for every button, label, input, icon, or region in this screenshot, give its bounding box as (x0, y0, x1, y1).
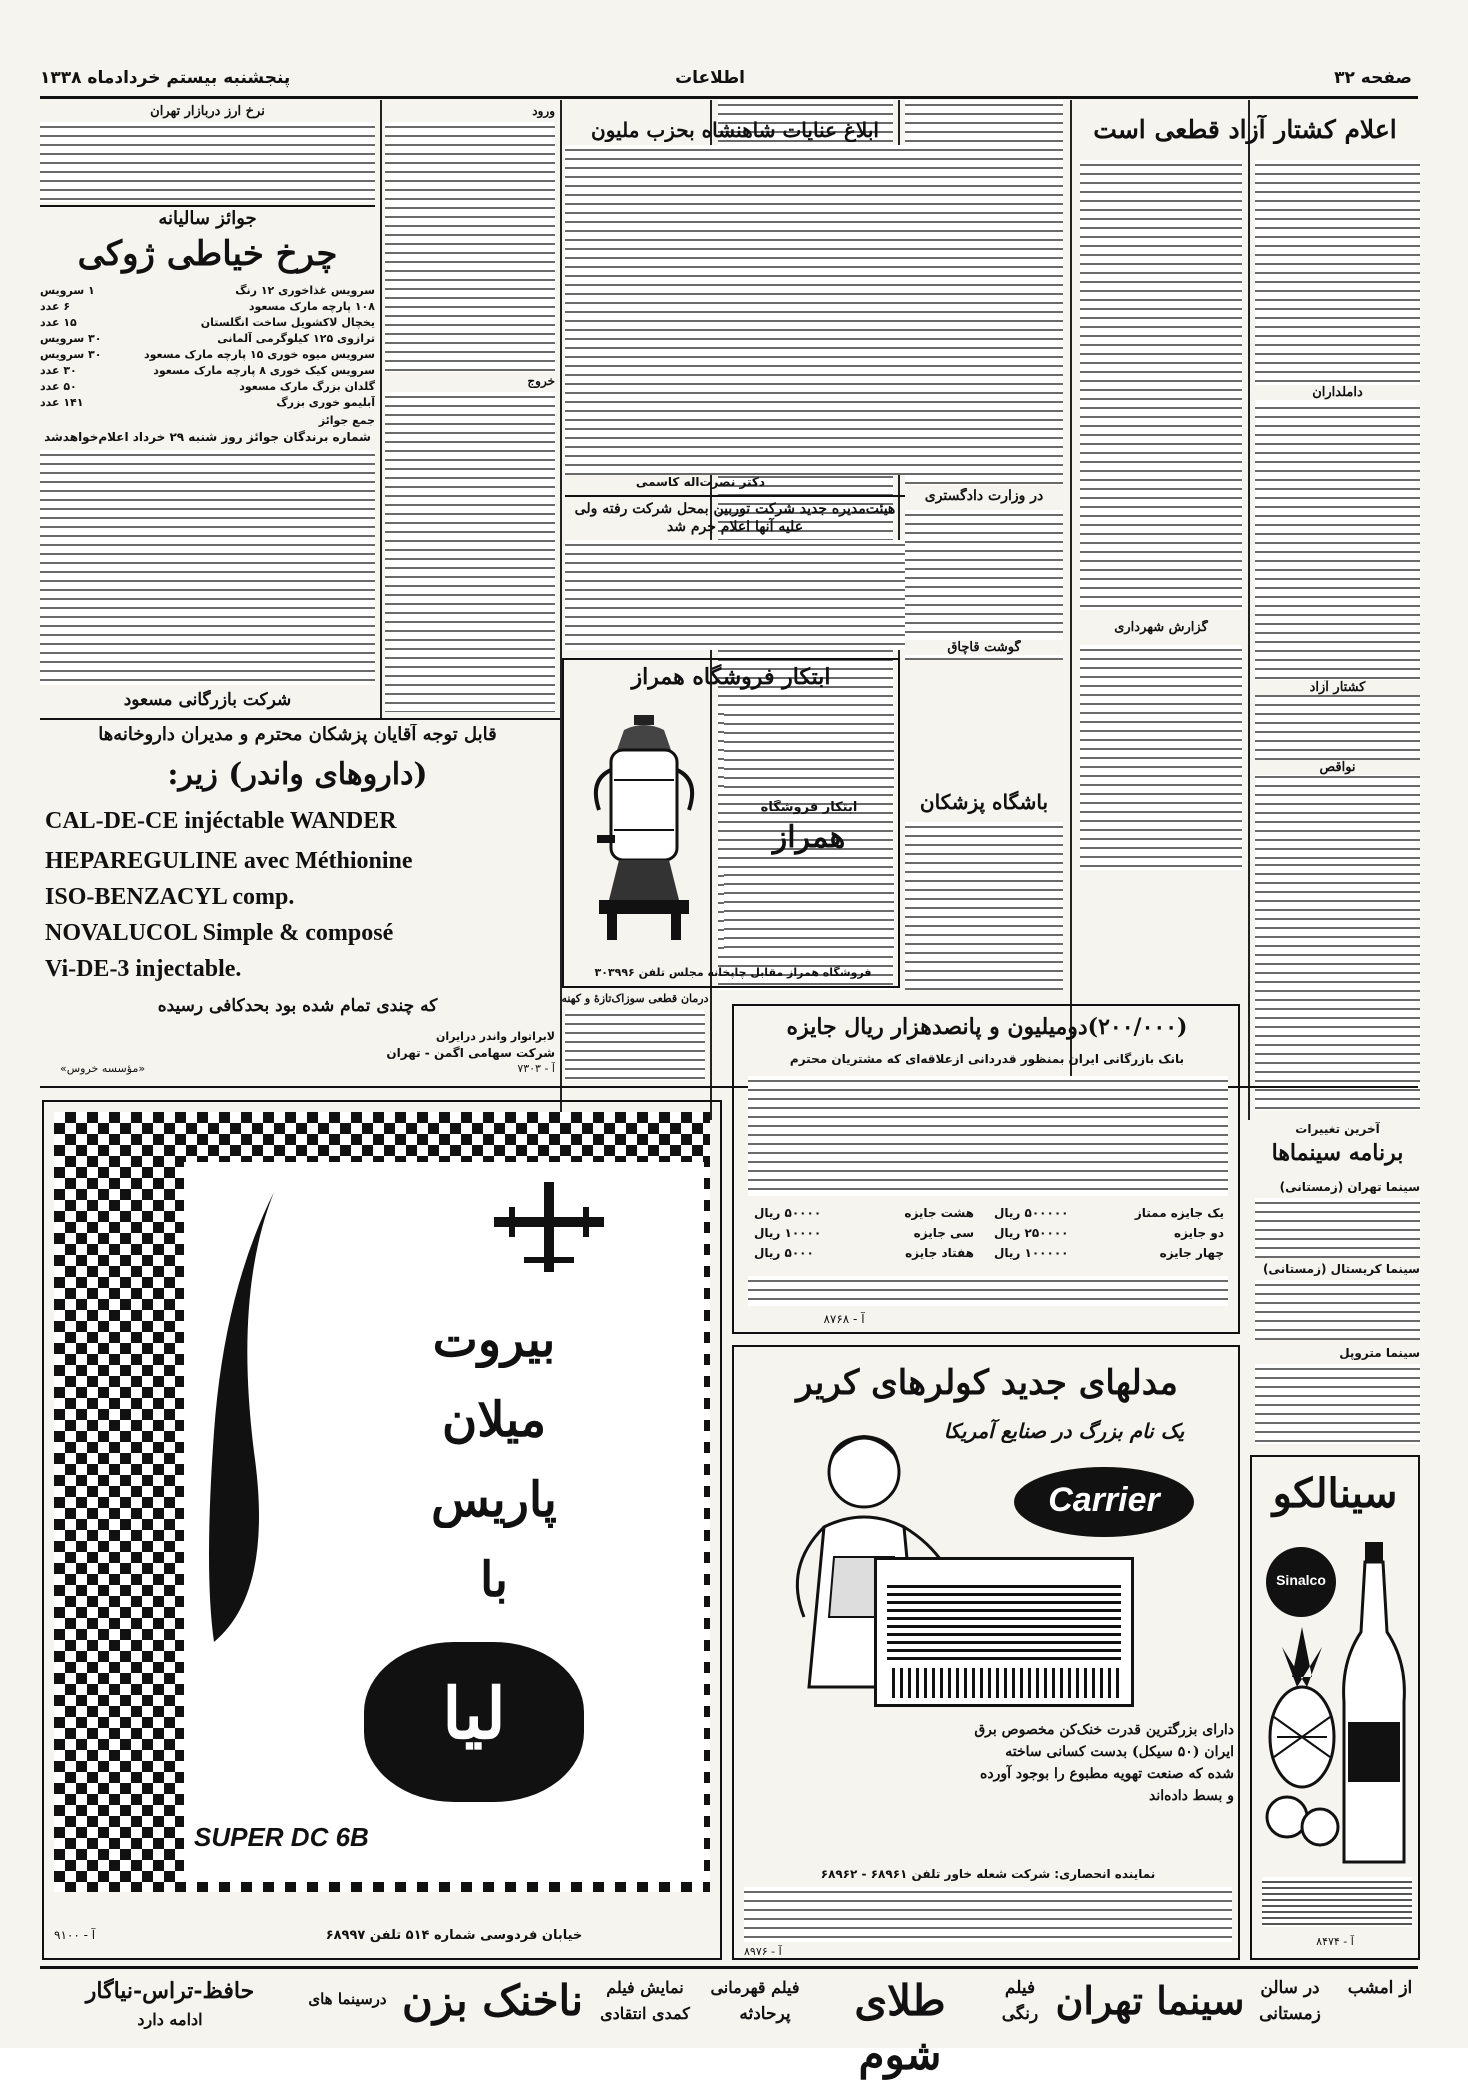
prize-row (40, 316, 375, 332)
cinema-list-body-1 (1255, 1198, 1420, 1258)
turbine-notice-body (565, 540, 905, 650)
royal-message-body (565, 145, 905, 475)
banner-in-hall: در سالن (1260, 1978, 1320, 1998)
carrier-logo (1014, 1467, 1194, 1537)
bottle-icon (1332, 1542, 1417, 1872)
subhead-smuggled-meat: گوشت قاچاق (905, 640, 1063, 655)
carrier-dealer: نماینده انحصاری: شرکت شعله خاور تلفن ۶۸۹۶۱ - ۶۸۹۶۲ (820, 1867, 1156, 1881)
clinic-footer: درمان قطعی سوزاک‌تازهٔ و کهنه (561, 992, 709, 1005)
prize-row (40, 364, 375, 380)
prize-row (40, 284, 375, 300)
sinalco-bottle (1332, 1542, 1417, 1872)
page-number: صفحه ۳۲ (1334, 68, 1412, 88)
bank-prize-amount: ۱۰۰۰۰ ریال (754, 1226, 822, 1240)
banner-from-tonight: از امشب (1347, 1978, 1413, 1998)
samovar-icon (579, 710, 709, 950)
banner-color: رنگی (1001, 2004, 1039, 2024)
bank-prize-row (994, 1226, 1224, 1240)
banner-show-film: نمایش فیلم (606, 1978, 684, 1997)
prize-row (40, 348, 375, 364)
prize-count: ۱ سرویس (40, 284, 95, 297)
airline-ad (42, 1100, 722, 1960)
bank-prize-label: هشت جایزه (904, 1206, 974, 1220)
section-rule (40, 205, 375, 207)
fruit-icon (1262, 1627, 1342, 1867)
column1d-body (1255, 860, 1420, 1110)
air-conditioner-unit (874, 1557, 1134, 1707)
airline-swoosh (194, 1172, 284, 1652)
prize-count: ۵۰ عدد (40, 380, 77, 393)
banner-action: پرحادثه (739, 2004, 791, 2024)
airline-city-beirut: بیروت (432, 1312, 556, 1368)
wander-agent: لابراتوار واندر درایران (435, 1030, 555, 1043)
prizes-body (40, 450, 375, 685)
arrivals-body (385, 122, 555, 372)
sinalco-ad (1250, 1455, 1420, 1960)
sinalco-code: آ - ۸۴۷۴ (1316, 1935, 1354, 1948)
samovar-store-name: همراز (772, 820, 846, 855)
section-rule (40, 718, 560, 720)
prize-count: ۳۰ سرویس (40, 332, 102, 345)
banner-cinema-name: سینما تهران (1055, 1978, 1245, 2023)
prize-label: سرویس کیک خوری ۸ پارچه مارک مسعود (153, 364, 375, 377)
airline-with: با (480, 1552, 508, 1608)
sinalco-footer (1262, 1877, 1412, 1927)
clinic-title: باشگاه پزشکان (919, 790, 1049, 814)
samovar-ad (562, 658, 900, 988)
banner-continues: ادامه دارد (137, 2010, 203, 2029)
prize-label: ترازوی ۱۲۵ کیلوگرمی آلمانی (217, 332, 375, 345)
airline-logo-text: لیا (442, 1672, 506, 1755)
wander-agency: شرکت سهامی اگمن - تهران (386, 1046, 555, 1060)
carrier-title: مدلهای جدید کولرهای کریر (796, 1363, 1178, 1403)
cinema-hall-2: سینما کریستال (زمستانی) (1262, 1262, 1420, 1276)
cinema-list-body-3 (1255, 1364, 1420, 1444)
wander-note: که چندی تمام شده بود بحدکافی رسیده (157, 996, 438, 1016)
samovar-title: ابتکار فروشگاه همراز (631, 664, 831, 690)
header-rule (40, 96, 1418, 99)
subhead-justice-ministry: در وزارت دادگستری (924, 488, 1044, 504)
royal-message-headline: ابلاغ عنایات شاهنشاه بحزب ملیون (591, 118, 879, 142)
clinic-body (905, 822, 1063, 990)
wander-drug-3: ISO-BENZACYL comp. (45, 884, 295, 910)
prize-label: سرویس غذاخوری ۱۲ رنگ (235, 284, 375, 297)
wander-drug-1: CAL-DE-CE injéctable WANDER (45, 808, 397, 834)
wander-subtitle: (داروهای واندر) زیر: (167, 757, 428, 792)
banner-film-label: فیلم (1004, 1978, 1036, 1998)
prize-count: ۶ عدد (40, 300, 71, 313)
prizes-brand: چرخ خیاطی ژوکی (77, 234, 338, 274)
bank-prize-amount: ۵۰۰۰۰۰ ریال (994, 1206, 1069, 1220)
issue-date: پنجشنبه بیستم خردادماه ۱۳۳۸ (40, 68, 291, 88)
subhead-ranchers: داملداران (1255, 385, 1420, 400)
samovar-footer: فروشگاه همراز مقابل چاپخانه مجلس تلفن ۳۰۳۹۹۶ (594, 966, 872, 979)
samovar-label: ابتکار فروشگاه (760, 800, 858, 815)
column2-body (905, 100, 1063, 485)
samovar-illustration (579, 710, 709, 950)
prize-row (40, 332, 375, 348)
column2b-body (905, 510, 1063, 660)
bank-code: آ - ۸۷۶۸ (823, 1312, 865, 1326)
prize-label: آبلیمو خوری بزرگ (276, 396, 375, 409)
samovar-text-2 (724, 870, 894, 950)
airline-city-paris: پاریس (431, 1472, 557, 1528)
departures-body (385, 392, 555, 712)
bank-title: (۲۰۰/۰۰۰)دومیلیون و پانصدهزار ریال جایزه (786, 1014, 1188, 1040)
ac-grille (887, 1668, 1121, 1698)
banner-film-title-2: ناخنک بزن (401, 1976, 584, 2025)
arrivals-label: ورود (532, 104, 555, 118)
samovar-text (724, 710, 894, 790)
currency-title: نرخ ارز دربازار تهران (150, 104, 265, 119)
bank-prize-amount: ۵۰۰۰ ریال (754, 1246, 814, 1260)
departures-label: خروج (527, 374, 555, 388)
carrier-tagline: یک نام بزرگ در صنایع آمریکا (943, 1419, 1185, 1443)
prizes-title: جوائز سالیانه (158, 208, 257, 229)
banner-rule (40, 1966, 1418, 1969)
banner-halls: حافظ-تراس-نیاگار (85, 1978, 255, 2004)
prize-label: سرویس میوه خوری ۱۵ پارچه مارک مسعود (143, 348, 375, 361)
column-divider (1248, 100, 1250, 1120)
wander-agency-code: آ - ۷۳۰۳ (517, 1062, 555, 1075)
column-divider (380, 100, 382, 720)
prizes-total: جمع جوائز (318, 414, 375, 427)
column1c-body (1080, 645, 1242, 870)
bank-prize-amount: ۱۰۰۰۰۰ ریال (994, 1246, 1069, 1260)
turbine-notice-headline: هیئت‌مدیره جدید شرکت توربین بمحل شرکت رفته ولی علیه آنها اعلام جرم شد (574, 501, 896, 535)
airline-city-milan: میلان (441, 1392, 547, 1448)
cinema-update: آخرین تغییرات (1295, 1122, 1380, 1136)
column-divider (1070, 100, 1072, 1120)
bank-prize-row (754, 1226, 974, 1240)
bank-prize-row (994, 1246, 1224, 1260)
sinalco-logo (1266, 1547, 1336, 1617)
prize-row (40, 396, 375, 412)
sinalco-brand: Sinalco (1276, 1572, 1326, 1588)
carrier-code: آ - ۸۹۷۶ (744, 1945, 782, 1958)
banner-hero-film: فیلم قهرمانی (710, 1978, 800, 1997)
airline-plane-model: SUPER DC 6B (194, 1822, 369, 1852)
airline-code: آ - ۹۱۰۰ (54, 1928, 96, 1942)
bank-prize-amount: ۵۰۰۰۰ ریال (754, 1206, 822, 1220)
prize-count: ۱۵ عدد (40, 316, 77, 329)
prize-label: ۱۰۸ پارچه مارک مسعود (248, 300, 375, 313)
sinalco-name: سینالکو (1272, 1470, 1398, 1517)
subhead-municipality-report: گزارش شهرداری (1080, 620, 1242, 635)
bank-ad (732, 1004, 1240, 1334)
ac-vents (887, 1580, 1121, 1660)
bank-prize-label: هفتاد جایزه (905, 1246, 974, 1260)
prize-count: ۳۰ سرویس (40, 348, 102, 361)
cinema-hall-3: سینما متروپل (1339, 1346, 1420, 1360)
banner-in-cinemas: درسینما های (308, 1990, 387, 2008)
banner-film-title-1: طلای شوم (854, 1976, 946, 2079)
bank-prize-row (754, 1246, 974, 1260)
cinema-list-body-2 (1255, 1280, 1420, 1340)
currency-body (40, 122, 375, 202)
subhead-free-slaughter: کشتار آزاد (1255, 680, 1420, 695)
banner-winter: زمستانی (1259, 2004, 1321, 2024)
pineapple-illustration (1262, 1627, 1342, 1867)
carrier-features: دارای بزرگترین قدرت خنک‌کن مخصوص برق ایران (۵۰ سیکل) بدست کسانی ساخته شده که صنعت تهویه مطبوع را بوجود آورده و بسط داده‌اند (974, 1722, 1234, 1804)
royal-message-signature: دکتر نصرت‌اله کاسمی (635, 475, 765, 489)
bank-subtitle: بانک بازرگانی ایران بمنظور قدردانی ازعلاقه‌ای که مشتریان محترم (789, 1052, 1185, 1066)
prize-label: گلدان بزرگ مارک مسعود (239, 380, 375, 393)
wander-drug-5: Vi-DE-3 injectable. (45, 956, 242, 982)
airline-logo (364, 1642, 584, 1802)
banner-comedy: کمدی انتقادی (600, 2004, 690, 2023)
bank-body-2 (748, 1276, 1228, 1306)
carrier-brand: Carrier (1048, 1481, 1160, 1519)
airline-address: خیابان فردوسی شماره ۵۱۴ تلفن ۶۸۹۹۷ (325, 1928, 583, 1943)
bank-prize-label: یک جایزه ممتاز (1134, 1206, 1224, 1220)
column1b-body (1080, 160, 1242, 610)
carrier-ad (732, 1345, 1240, 1960)
subhead-shortcomings: نواقص (1255, 760, 1420, 775)
bank-body (748, 1076, 1228, 1196)
bank-prize-amount: ۲۵۰۰۰۰ ریال (994, 1226, 1069, 1240)
paper-name: اطلاعات (675, 68, 745, 88)
prize-row (40, 300, 375, 316)
cinema-list-title: برنامه سینماها (1271, 1140, 1404, 1166)
prize-count: ۱۴۱ عدد (40, 396, 84, 409)
clinic-ad-body (565, 1010, 705, 1080)
column1-body (1255, 160, 1420, 860)
prizes-draw-note: شماره برندگان جوائز روز شنبه ۲۹ خرداد اعلام‌خواهدشد (44, 430, 371, 444)
bank-prize-row (754, 1206, 974, 1220)
carrier-dealers-body (744, 1887, 1232, 1942)
prizes-company: شرکت بازرگانی مسعود (123, 690, 292, 710)
airplane-icon (484, 1177, 614, 1277)
wander-drug-4: NOVALUCOL Simple & composé (45, 920, 394, 946)
prize-label: یخچال لاکشویل ساخت انگلستان (200, 316, 375, 329)
bank-prize-label: سی جایزه (913, 1226, 974, 1240)
wander-title: قابل توجه آقایان پزشکان محترم و مدیران داروخانه‌ها (98, 724, 497, 745)
bank-prize-label: چهار جایزه (1159, 1246, 1224, 1260)
cinema-hall-1: سینما تهران (زمستانی) (1279, 1180, 1420, 1194)
prize-count: ۳۰ عدد (40, 364, 77, 377)
wander-ad-house: «مؤسسه خروس» (60, 1062, 146, 1075)
bank-prize-label: دو جایزه (1173, 1226, 1224, 1240)
bank-prize-row (994, 1206, 1224, 1220)
section-rule (565, 495, 905, 497)
column1-headline: اعلام کشتار آزاد قطعی است (1093, 115, 1397, 144)
prize-row (40, 380, 375, 396)
wander-drug-2: HEPAREGULINE avec Méthionine (45, 848, 413, 874)
